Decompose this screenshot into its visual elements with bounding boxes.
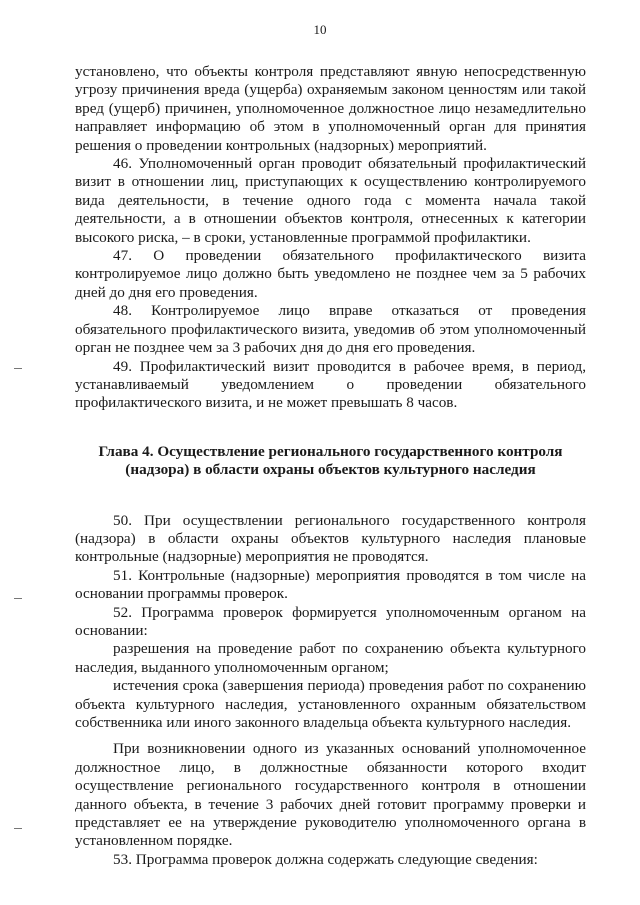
paragraph-52-item-permit: разрешения на проведение работ по сохранению объекта культурного наследия, выданного уполномоченным органом; [75, 640, 586, 676]
paragraph-52-procedure: При возникновении одного из указанных оснований уполномоченное должностное лицо, в должностные обязанности которого входит осуществление регионального государственного контроля в отношении данного объекта, в течение 3 рабочих дней готовит программу проверки и представляет ее на утверждение руководителю уполномоченного органа в установленном порядке. [75, 740, 586, 850]
paragraph-49: 49. Профилактический визит проводится в рабочее время, в период, устанавливаемый уведомлением о проведении обязательного профилактического визита, и не может превышать 8 часов. [75, 357, 586, 412]
chapter-heading-line-2: (надзора) в области охраны объектов культурного наследия [125, 461, 536, 479]
paragraph-47: 47. О проведении обязательного профилактического визита контролируемое лицо должно быть уведомлено не позднее чем за 5 рабочих дней до дня его проведения. [75, 247, 586, 301]
chapter-heading [75, 443, 586, 480]
paragraph-gap [75, 732, 586, 740]
paragraph-48: 48. Контролируемое лицо вправе отказаться от проведения обязательного профилактического визита, уведомив об этом уполномоченный орган не позднее чем за 3 рабочих дня до дня его проведения. [75, 302, 586, 357]
scan-edge-mark [14, 368, 22, 369]
paragraph-continuation: установлено, что объекты контроля представляют явную непосредственную угрозу причинения вреда (ущерба) охраняемым законом ценностям или такой вред (ущерб) причинен, уполномоченное должностное лицо незамедлительно направляет информацию об этом в уполномоченный орган для принятия решения о проведении контрольных (надзорных) мероприятий. [75, 63, 586, 154]
paragraph-46: 46. Уполномоченный орган проводит обязательный профилактический визит в отношении лиц, приступающих к осуществлению контролируемого вида деятельности, в течение одного года с момента начала такой деятельности, а в отношении объектов контроля, отнесенных к категории высокого риска, – в сроки, установленные программой профилактики. [75, 155, 586, 246]
paragraph-52-item-expiry: истечения срока (завершения периода) проведения работ по сохранению объекта культурного наследия, установленного охранным обязательством собственника или иного законного владельца объекта культурного наследия. [75, 677, 586, 731]
paragraph-50: 50. При осуществлении регионального государственного контроля (надзора) в области охраны объектов культурного наследия плановые контрольные (надзорные) мероприятия не проводятся. [75, 511, 586, 566]
paragraph-53: 53. Программа проверок должна содержать следующие сведения: [113, 850, 538, 868]
scan-edge-mark [14, 598, 22, 599]
chapter-heading-line-1: Глава 4. Осуществление регионального государственного контроля [98, 442, 563, 460]
document-body [75, 63, 586, 869]
paragraph-51: 51. Контрольные (надзорные) мероприятия проводятся в том числе на основании программы проверок. [75, 566, 586, 603]
scan-edge-mark [14, 828, 22, 829]
paragraph-52: 52. Программа проверок формируется уполномоченным органом на основании: [75, 603, 586, 639]
page-number: 10 [313, 22, 327, 37]
